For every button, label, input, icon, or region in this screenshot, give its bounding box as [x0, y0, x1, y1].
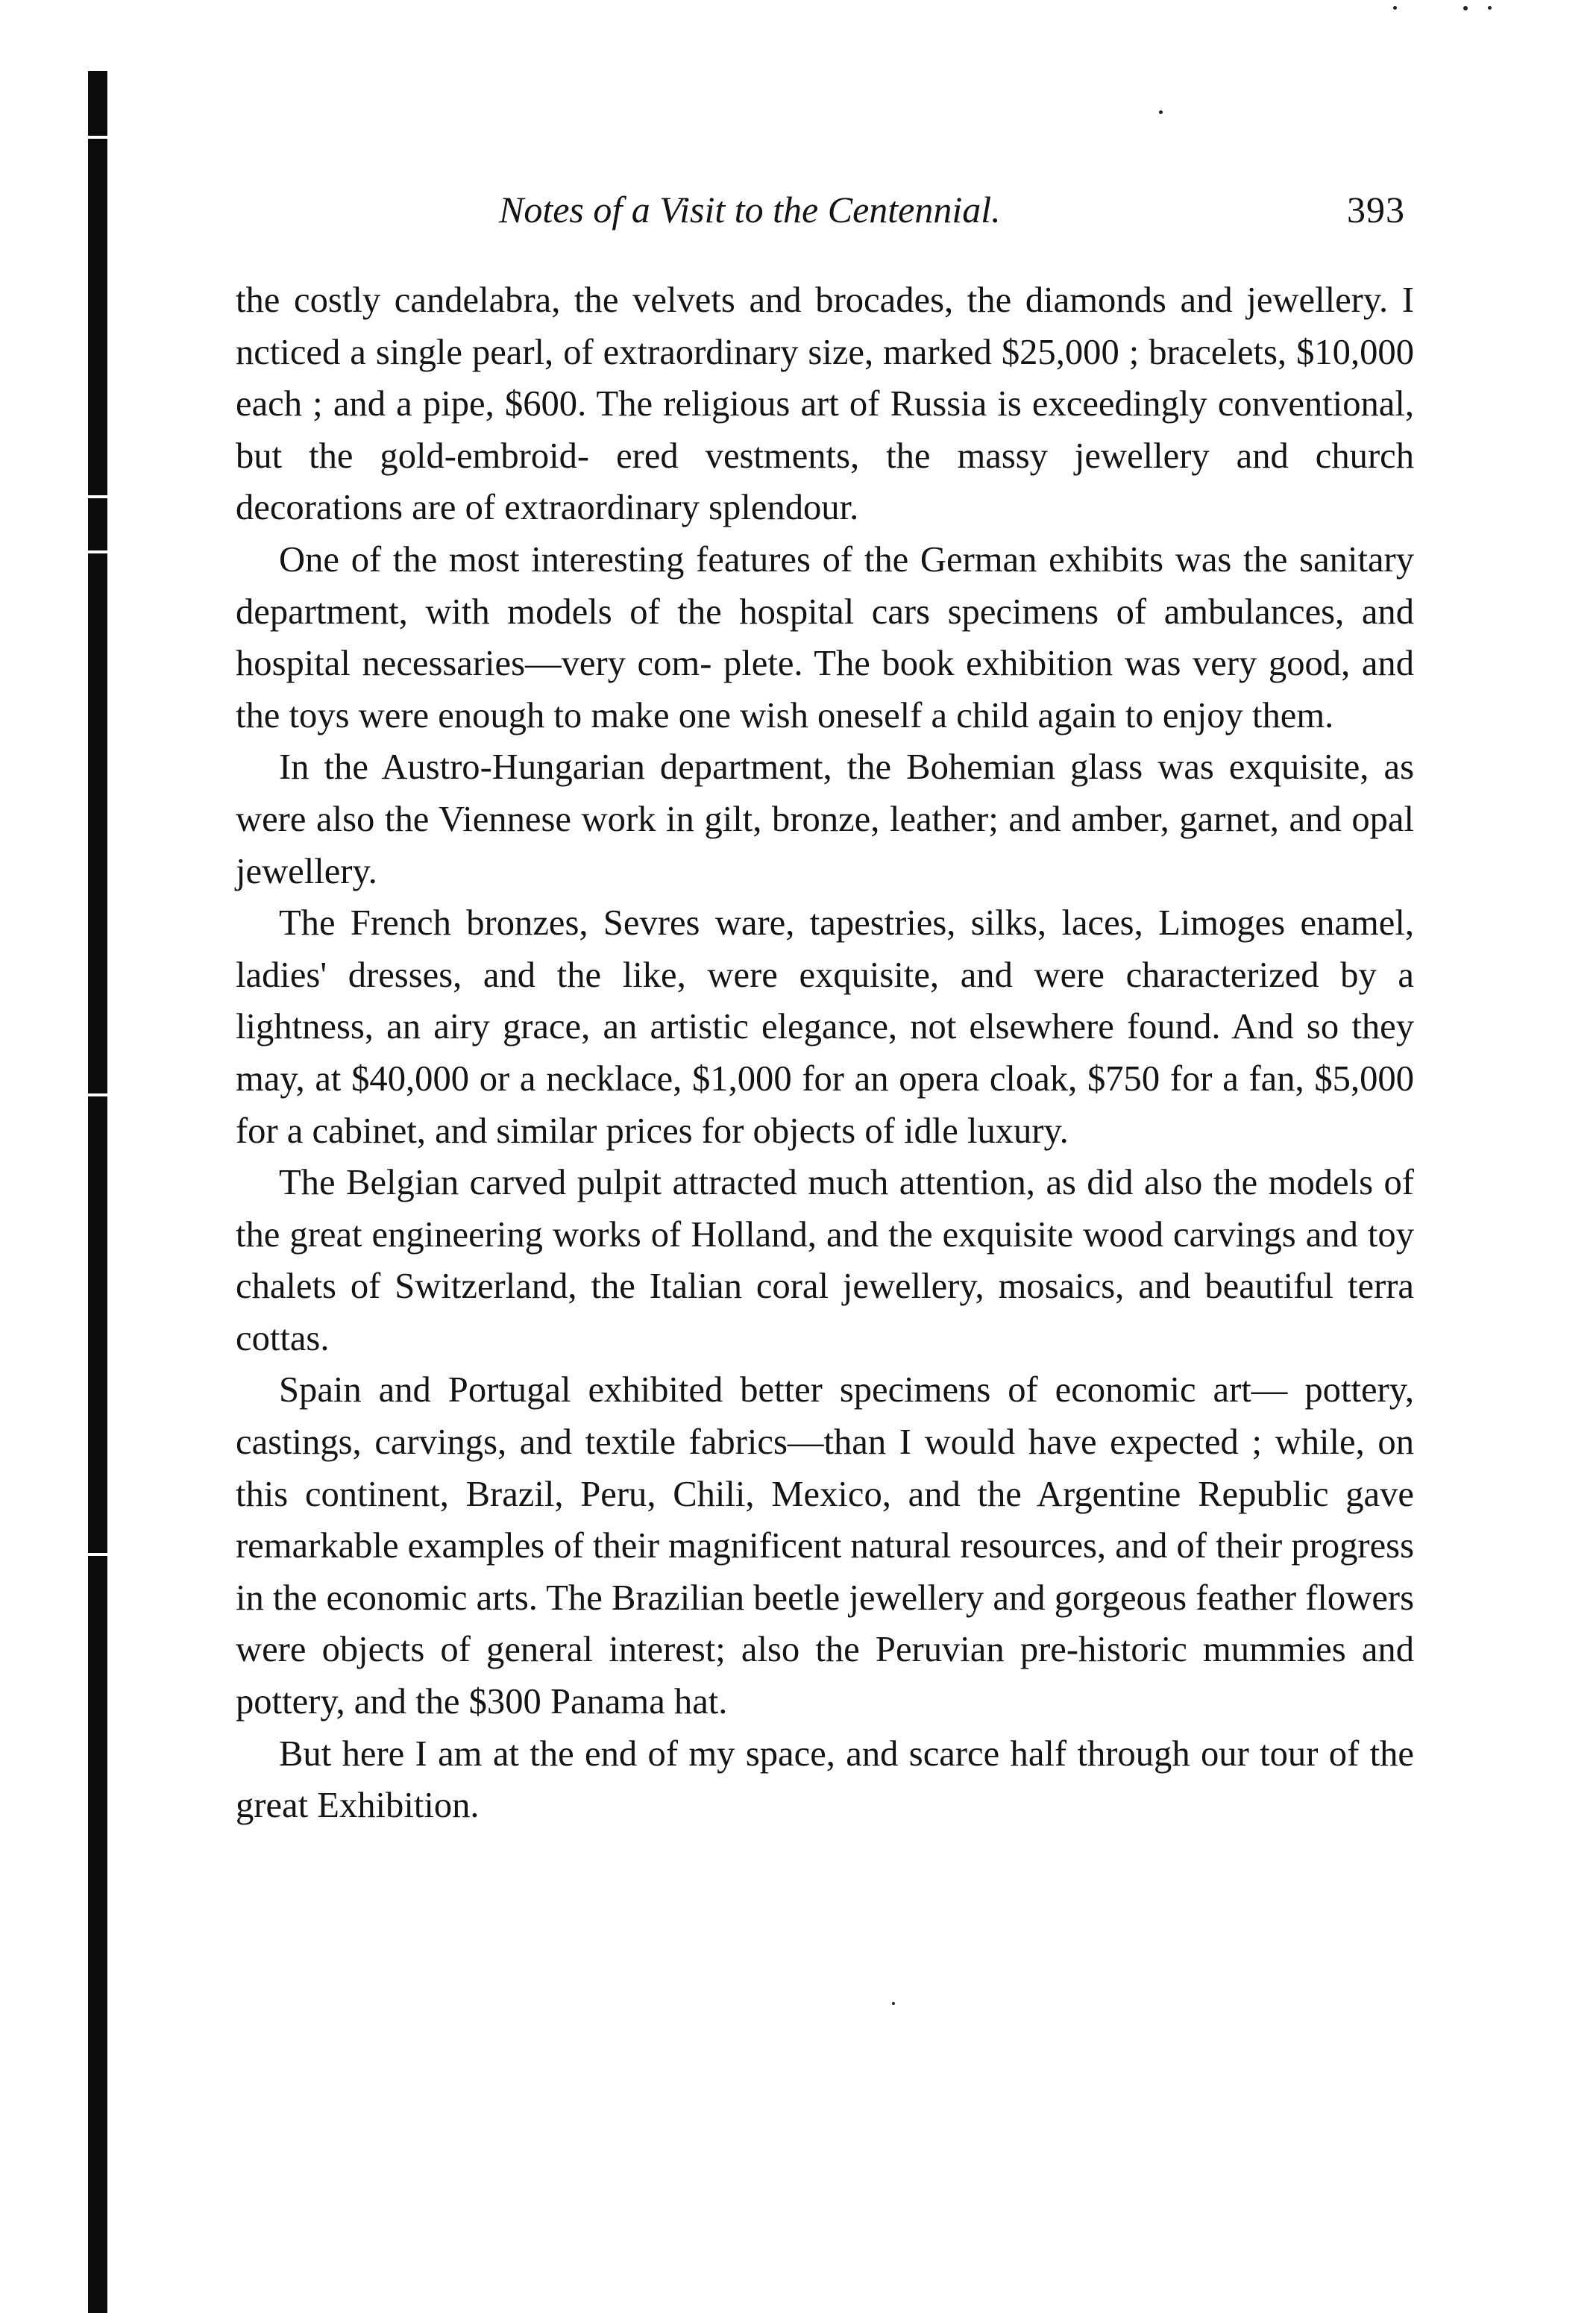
running-title: Notes of a Visit to the Centennial. — [499, 189, 1001, 230]
body-text — [236, 274, 1414, 1832]
speck — [1488, 6, 1492, 10]
paragraph: the costly candelabra, the velvets and brocades, the diamonds and jewellery. I ncticed a single pearl, of extraordinary size, marked $25,000 ; bracelets, $10,000 each ; and a pipe, $600. The religious art of Russia is exceedingly conventional, but the gold-embroid- ered vestments, the massy jewellery and church decorations are of extraordinary splendour. — [236, 280, 1414, 528]
paragraph: In the Austro-Hungarian department, the Bohemian glass was exquisite, as were also the Viennese work in gilt, bronze, leather; and amber, garnet, and opal jewellery. — [236, 747, 1414, 891]
binding-notch — [87, 1093, 109, 1096]
binding-notch — [87, 1553, 109, 1556]
speck — [892, 2002, 895, 2005]
paragraph: The Belgian carved pulpit attracted much attention, as did also the models of the great engineering works of Holland, and the exquisite wood carvings and toy chalets of Switzerland, the Italian coral jewellery, mosaics, and beautiful terra cottas. — [236, 1162, 1414, 1358]
paragraph: One of the most interesting features of the German exhibits was the sanitary department, with models of the hospital cars specimens of ambulances, and hospital necessaries—very com- plete. The book exhibition was very good, and the toys were enough to make one wish oneself a child again to enjoy them. — [236, 539, 1414, 735]
paragraph: But here I am at the end of my space, and scarce half through our tour of the great Exhibition. — [236, 1733, 1414, 1826]
paragraph: Spain and Portugal exhibited better specimens of economic art— pottery, castings, carvings, and textile fabrics—than I would have expected ; while, on this continent, Brazil, Peru, Chili, Mexico, and the Argentine Republic gave remarkable examples of their magnificent natural resources, and of their progress in the economic arts. The Brazilian beetle jewellery and gorgeous feather flowers were objects of general interest; also the Peruvian pre-historic mummies and pottery, and the $300 Panama hat. — [236, 1369, 1415, 1722]
speck — [1393, 6, 1397, 10]
speck — [1463, 6, 1468, 10]
paragraph: The French bronzes, Sevres ware, tapestries, silks, laces, Limoges enamel, ladies' dresses, and the like, were exquisite, and were characterized by a lightness, an airy grace, an artistic elegance, not elsewhere found. And so they may, at $40,000 or a necklace, $1,000 for an opera cloak, $750 for a fan, $5,000 for a cabinet, and similar prices for objects of idle luxury. — [236, 903, 1414, 1151]
binding-notch — [87, 550, 109, 553]
speck — [1159, 110, 1163, 114]
page-number: 393 — [1347, 189, 1405, 230]
running-head — [236, 188, 1414, 248]
binding-notch — [87, 136, 109, 139]
binding-notch — [87, 495, 109, 498]
binding-edge — [88, 71, 107, 2313]
